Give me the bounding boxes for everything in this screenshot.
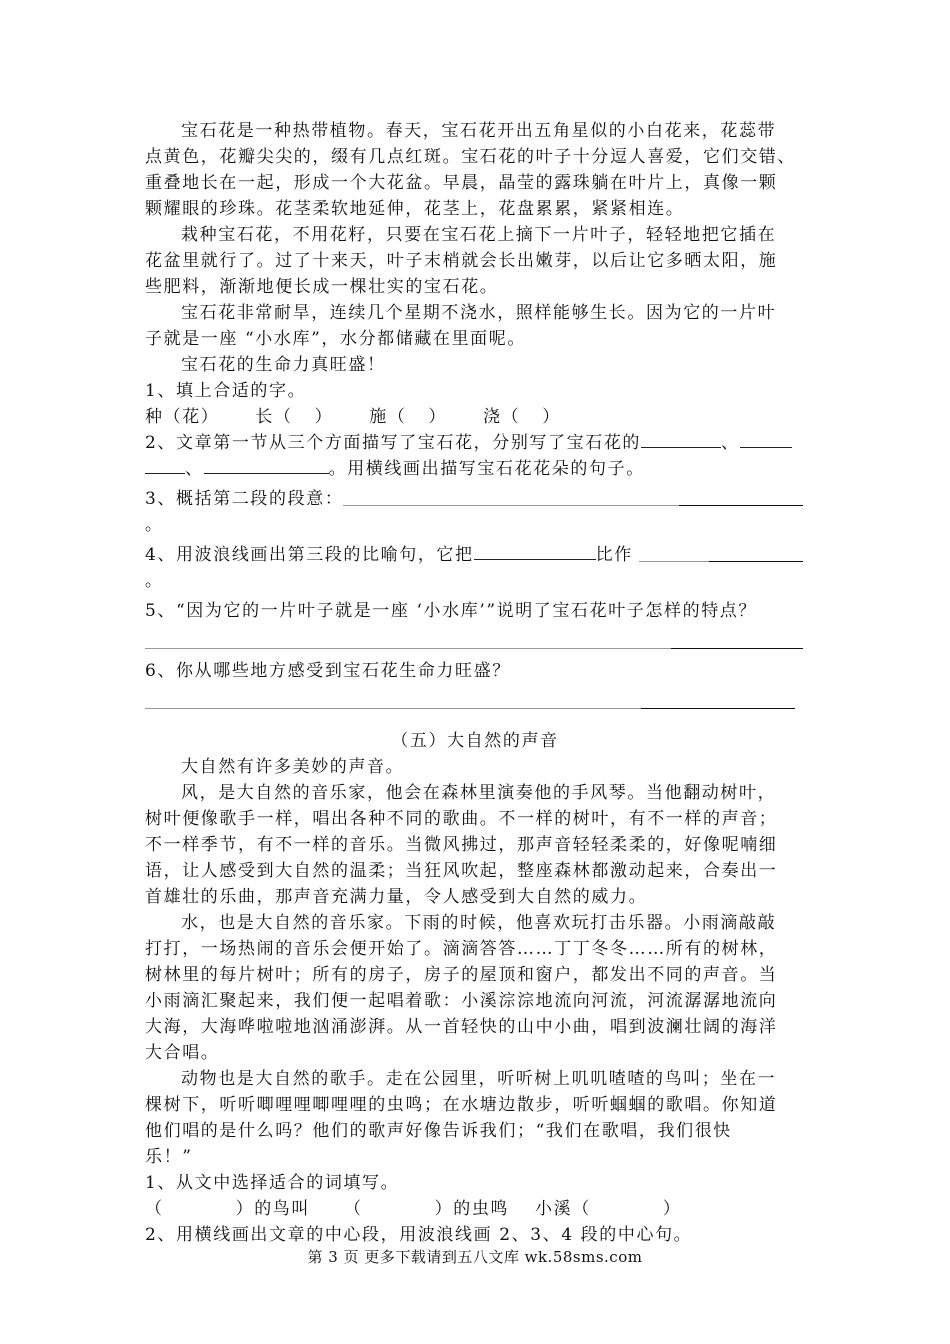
fill-item: 小溪（: [535, 1199, 591, 1219]
question-2-label: 2、文章第一节从三个方面描写了宝石花，分别写了宝石花的: [145, 433, 642, 453]
passage5-line: 风，是大自然的音乐家，他会在森林里演奏他的手风琴。当他翻动树叶，: [181, 783, 777, 803]
fill-item: 种（花）: [145, 407, 220, 427]
question-4-line: [145, 542, 805, 568]
passage4-line: 子就是一座 “小水库”，水分都储藏在里面呢。: [145, 329, 526, 349]
answer-blank[interactable]: [641, 431, 721, 448]
page-footer: 第 3 页 更多下载请到五八文库 wk.58sms.com: [307, 1248, 643, 1266]
answer-line[interactable]: [639, 561, 709, 562]
passage5-line: 树叶便像歌手一样，唱出各种不同的歌曲。不一样的树叶，有不一样的声音；: [145, 809, 778, 829]
passage5-line: 小雨滴汇聚起来，我们便一起唱着歌：小溪淙淙地流向河流，河流潺潺地流向: [145, 991, 778, 1011]
answer-blank[interactable]: [204, 457, 329, 474]
answer-line[interactable]: [343, 505, 679, 506]
passage4-line: 花盆里就行了。过了十来天，叶子末梢就会长出嫩芽，以后让它多晒太阳，施: [145, 251, 778, 271]
passage5-line: 动物也是大自然的歌手。走在公园里，听听树上叽叽喳喳的鸟叫；坐在一: [181, 1069, 777, 1089]
fill-item: 浇（: [483, 407, 521, 427]
separator: 、: [721, 433, 740, 453]
question-6-label: 6、你从哪些地方感受到宝石花生命力旺盛？: [145, 661, 511, 681]
answer-line[interactable]: [145, 708, 641, 709]
section-title: （五）大自然的声音: [391, 731, 559, 751]
passage4-line: 宝石花是一种热带植物。春天，宝石花开出五角星似的小白花来，花蕊带: [181, 121, 777, 141]
passage5-line: 大海，大海哗啦啦地汹涌澎湃。从一首轻快的山中小曲，唱到波澜壮阔的海洋: [145, 1017, 778, 1037]
passage4-line: 重叠地长在一起，形成一个大花盆。早晨，晶莹的露珠躺在叶片上，真像一颗: [145, 173, 778, 193]
passage5-line: 首雄壮的乐曲，那声音充满力量，令人感受到大自然的威力。: [145, 887, 648, 907]
question-1-items: [145, 404, 805, 430]
passage4-line: 些肥料，渐渐地便长成一棵壮实的宝石花。: [145, 277, 499, 297]
question-2-tail: 。用横线画出描写宝石花花朵的句子。: [328, 459, 645, 479]
fill-item: ）: [542, 407, 561, 427]
fill-item: ）的虫鸣: [434, 1199, 510, 1219]
answer-line[interactable]: [679, 505, 803, 506]
fill-item: ）: [314, 407, 334, 427]
answer-blank[interactable]: [474, 543, 596, 560]
fill-item: （: [145, 1199, 164, 1219]
passage5-line: 树林里的每片树叶；所有的房子，房子的屋顶和窗户，都发出不同的声音。当: [145, 965, 778, 985]
fill-item: ）的鸟叫: [235, 1199, 311, 1219]
passage5-line: 水，也是大自然的音乐家。下雨的时候，他喜欢玩打击乐器。小雨滴敲敲: [181, 913, 777, 933]
question-1-label: 1、填上合适的字。: [145, 381, 307, 401]
passage5-question-2: 2、用横线画出文章的中心段，用波浪线画 2、3、4 段的中心句。: [145, 1225, 693, 1245]
worksheet-page: [145, 118, 805, 1248]
fill-item: ）: [662, 1199, 682, 1219]
question-5-label: 5、“因为它的一片叶子就是一座 ‘小水库’”说明了宝石花叶子怎样的特点？: [145, 601, 758, 621]
separator: 、: [185, 459, 204, 479]
fill-item: 施（: [369, 407, 407, 427]
passage4-line: 点黄色，花瓣尖尖的，缀有几点红斑。宝石花的叶子十分逗人喜爱，它们交错、: [145, 147, 796, 167]
passage4-line: 宝石花的生命力真旺盛！: [181, 355, 386, 375]
fill-item: 长（: [255, 407, 293, 427]
fill-item: ）: [428, 407, 448, 427]
answer-blank[interactable]: [145, 457, 185, 474]
question-3-end: 。: [145, 515, 164, 535]
passage5-line: 不一样季节，有不一样的音乐。当微风拂过，那声音轻轻柔柔的，好像呢喃细: [145, 835, 778, 855]
question-3-line: [145, 486, 805, 512]
passage5-line: 乐！”: [145, 1147, 193, 1167]
question-4-mid: 比作: [595, 545, 633, 565]
passage5-line: 棵树下，听听唧哩哩唧哩哩的虫鸣；在水塘边散步，听听蝈蝈的歌唱。你知道: [145, 1095, 778, 1115]
passage5-question-1-label: 1、从文中选择适合的词填写。: [145, 1173, 400, 1193]
answer-blank[interactable]: [740, 431, 792, 448]
question-5-answer: [145, 624, 805, 658]
passage5-question-1-items: [145, 1196, 805, 1222]
answer-line[interactable]: [641, 708, 795, 709]
passage4-line: 颗耀眼的珍珠。花茎柔软地延伸，花茎上，花盘累累，紧紧相连。: [145, 199, 685, 219]
passage5-line: 打打，一场热闹的音乐会便开始了。滴滴答答……丁丁冬冬……所有的树林，: [145, 939, 778, 959]
passage5-line: 大自然有许多美妙的声音。: [181, 757, 405, 777]
answer-line[interactable]: [671, 648, 803, 649]
passage5-line: 语，让人感受到大自然的温柔；当狂风吹起，整座森林都激动起来，合奏出一: [145, 861, 778, 881]
answer-line[interactable]: [145, 648, 671, 649]
question-2-line2: [145, 456, 805, 482]
answer-line[interactable]: [709, 561, 803, 562]
fill-item: （: [344, 1199, 363, 1219]
question-4-label: 4、用波浪线画出第三段的比喻句，它把: [145, 545, 474, 565]
passage4-line: 栽种宝石花，不用花籽，只要在宝石花上摘下一片叶子，轻轻地把它插在: [181, 225, 777, 245]
question-4-end: 。: [145, 571, 164, 591]
question-3-label: 3、概括第二段的段意：: [145, 489, 344, 509]
question-2-line1: [145, 430, 805, 456]
passage4-line: 宝石花非常耐旱，连续几个星期不浇水，照样能够生长。因为它的一片叶: [181, 303, 777, 323]
passage5-line: 他们唱的是什么吗？他们的歌声好像告诉我们；“我们在歌唱，我们很快: [145, 1121, 732, 1141]
question-6-answer: [145, 684, 805, 718]
passage5-line: 大合唱。: [145, 1043, 220, 1063]
